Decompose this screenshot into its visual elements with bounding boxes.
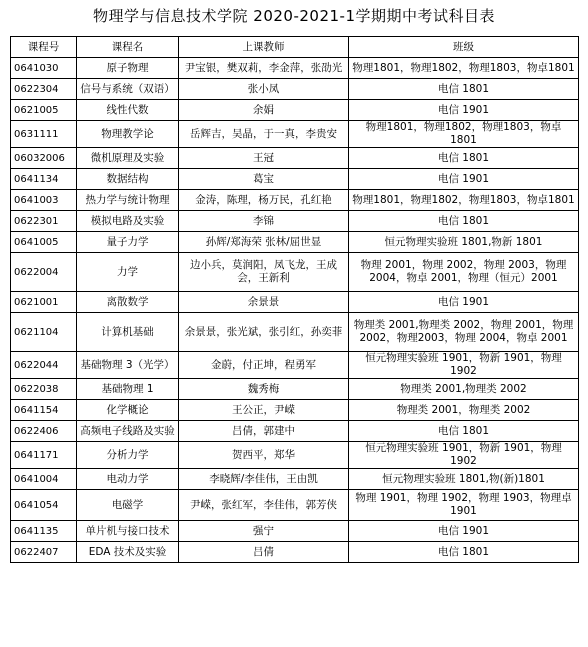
table-row [11,190,579,211]
classes-cell: 恒元物理实验班 1801,物新 1801 [349,232,579,253]
teacher-cell: 余景景，张光斌，张引红，孙奕菲 [179,313,349,352]
course-name-cell: EDA 技术及实验 [77,542,179,563]
teacher-cell: 余娟 [179,100,349,121]
teacher-cell: 金涛，陈理，杨万民，孔红艳 [179,190,349,211]
teacher-cell: 边小兵，莫润阳，凤飞龙，王成会，王新利 [179,253,349,292]
course-name-cell: 物理教学论 [77,121,179,148]
classes-cell: 电信 1801 [349,421,579,442]
table-row [11,379,579,400]
course-code-cell: 0641171 [11,442,77,469]
classes-cell: 电信 1901 [349,169,579,190]
course-code-cell: 0641054 [11,490,77,521]
classes-cell: 物理1801，物理1802，物理1803，物卓 1801 [349,121,579,148]
header-course-code: 课程号 [11,37,77,58]
table-row [11,542,579,563]
course-code-cell: 0622407 [11,542,77,563]
course-name-cell: 基础物理 1 [77,379,179,400]
teacher-cell: 孙辉/郑海荣 张林/屈世显 [179,232,349,253]
course-name-cell: 量子力学 [77,232,179,253]
table-row [11,169,579,190]
course-code-cell: 06032006 [11,148,77,169]
course-name-cell: 力学 [77,253,179,292]
course-code-cell: 0621005 [11,100,77,121]
teacher-cell: 王公正，尹嵘 [179,400,349,421]
classes-cell: 物理1801，物理1802，物理1803，物卓1801 [349,58,579,79]
classes-cell: 电信 1901 [349,521,579,542]
classes-cell: 物理1801，物理1802，物理1803，物卓1801 [349,190,579,211]
course-code-cell: 0622304 [11,79,77,100]
course-name-cell: 离散数学 [77,292,179,313]
course-name-cell: 化学概论 [77,400,179,421]
table-row [11,121,579,148]
table-row [11,292,579,313]
teacher-cell: 张小凤 [179,79,349,100]
course-name-cell: 线性代数 [77,100,179,121]
table-row [11,211,579,232]
classes-cell: 电信 1901 [349,292,579,313]
teacher-cell: 魏秀梅 [179,379,349,400]
teacher-cell: 尹宝银，樊双莉，李金萍，张劭光 [179,58,349,79]
course-name-cell: 分析力学 [77,442,179,469]
course-name-cell: 原子物理 [77,58,179,79]
teacher-cell: 岳辉吉，吴晶，于一真，李贵安 [179,121,349,148]
course-name-cell: 电磁学 [77,490,179,521]
table-row [11,490,579,521]
classes-cell: 物理类 2001,物理类 2002，物理 2001，物理 2002，物理2003，物理 2004，物卓 2001 [349,313,579,352]
teacher-cell: 强宁 [179,521,349,542]
course-name-cell: 电动力学 [77,469,179,490]
classes-cell: 恒元物理实验班 1901，物新 1901，物理 1902 [349,442,579,469]
table-row [11,79,579,100]
teacher-cell: 金蔚，付正坤，程勇军 [179,352,349,379]
page-title: 物理学与信息技术学院 2020-2021-1学期期中考试科目表 [93,7,495,25]
course-name-cell: 微机原理及实验 [77,148,179,169]
table-row [11,352,579,379]
teacher-cell: 尹嵘，张红军，李佳伟，郭芳侠 [179,490,349,521]
classes-cell: 电信 1801 [349,79,579,100]
classes-cell: 物理 1901，物理 1902，物理 1903，物理卓 1901 [349,490,579,521]
teacher-cell: 吕倩，郭建中 [179,421,349,442]
table-row [11,400,579,421]
course-name-cell: 信号与系统（双语） [77,79,179,100]
table-row [11,442,579,469]
course-name-cell: 计算机基础 [77,313,179,352]
header-course-name: 课程名 [77,37,179,58]
course-code-cell: 0631111 [11,121,77,148]
classes-cell: 电信 1801 [349,542,579,563]
course-code-cell: 0641005 [11,232,77,253]
classes-cell: 恒元物理实验班 1901，物新 1901，物理 1902 [349,352,579,379]
classes-cell: 电信 1901 [349,100,579,121]
course-code-cell: 0622038 [11,379,77,400]
classes-cell: 物理 2001，物理 2002，物理 2003，物理 2004，物卓 2001，物理（恒元）2001 [349,253,579,292]
teacher-cell: 王冠 [179,148,349,169]
table-row [11,148,579,169]
course-code-cell: 0641030 [11,58,77,79]
table-row [11,232,579,253]
course-name-cell: 单片机与接口技术 [77,521,179,542]
course-code-cell: 0622301 [11,211,77,232]
table-row [11,313,579,352]
course-code-cell: 0621104 [11,313,77,352]
table-row [11,469,579,490]
table-row [11,421,579,442]
course-code-cell: 0641154 [11,400,77,421]
course-code-cell: 0622406 [11,421,77,442]
course-name-cell: 模拟电路及实验 [77,211,179,232]
table-row [11,521,579,542]
table-header-row [11,37,579,58]
table-row [11,253,579,292]
course-name-cell: 基础物理 3（光学） [77,352,179,379]
course-name-cell: 高频电子线路及实验 [77,421,179,442]
course-code-cell: 0622044 [11,352,77,379]
teacher-cell: 李锦 [179,211,349,232]
classes-cell: 恒元物理实验班 1801,物(新)1801 [349,469,579,490]
exam-schedule-table [10,36,579,563]
course-code-cell: 0622004 [11,253,77,292]
course-code-cell: 0641134 [11,169,77,190]
course-code-cell: 0641004 [11,469,77,490]
teacher-cell: 李晓辉/李佳伟，王由凯 [179,469,349,490]
teacher-cell: 吕倩 [179,542,349,563]
course-name-cell: 热力学与统计物理 [77,190,179,211]
teacher-cell: 贺西平，郑华 [179,442,349,469]
classes-cell: 物理类 2001，物理类 2002 [349,400,579,421]
course-code-cell: 0641003 [11,190,77,211]
course-name-cell: 数据结构 [77,169,179,190]
classes-cell: 物理类 2001,物理类 2002 [349,379,579,400]
classes-cell: 电信 1801 [349,148,579,169]
header-classes: 班级 [349,37,579,58]
course-code-cell: 0641135 [11,521,77,542]
table-row [11,100,579,121]
teacher-cell: 余景景 [179,292,349,313]
table-row [11,58,579,79]
course-code-cell: 0621001 [11,292,77,313]
header-teacher: 上课教师 [179,37,349,58]
classes-cell: 电信 1801 [349,211,579,232]
teacher-cell: 葛宝 [179,169,349,190]
